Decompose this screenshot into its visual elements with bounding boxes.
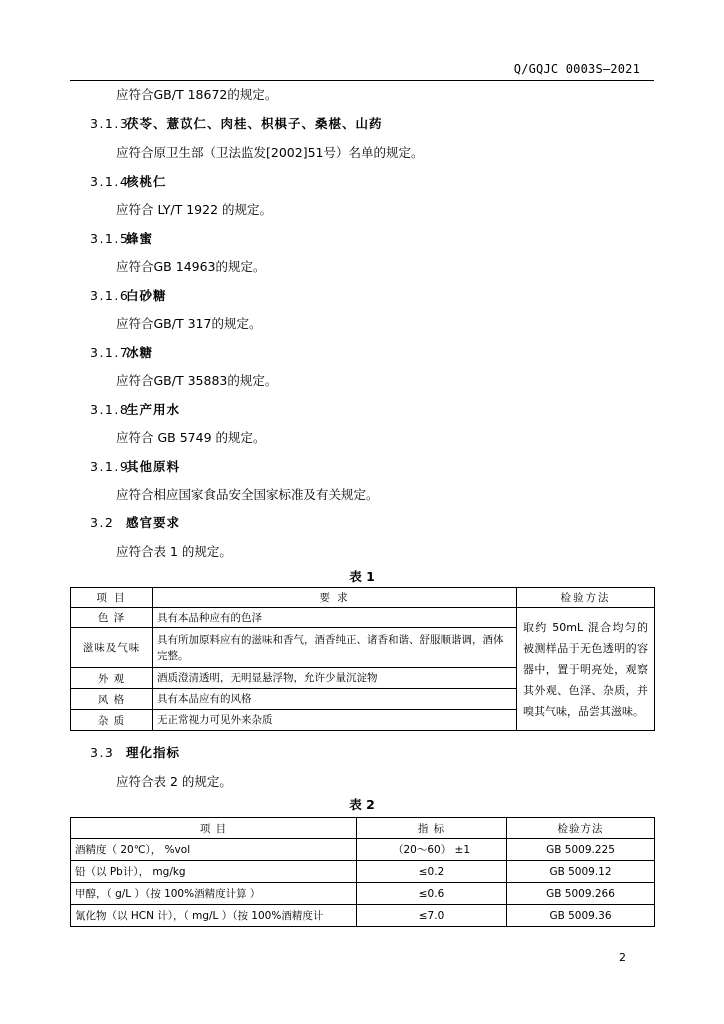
paragraph: 应符合 LY/T 1922 的规定。 (116, 202, 273, 217)
sensory-requirements-table (70, 587, 655, 731)
paragraph: 应符合GB/T 35883的规定。 (116, 373, 278, 388)
column-header: 要 求 (153, 588, 517, 608)
requirement-cell: 具有本品应有的风格 (153, 689, 517, 710)
column-header: 检验方法 (517, 588, 655, 608)
item-cell: 杂 质 (71, 710, 153, 731)
item-cell: 酒精度（ 20℃）， %vol (71, 839, 357, 861)
section-heading-3-1-4 (90, 172, 167, 190)
section-number: 3.1.7 (90, 345, 130, 360)
page-number: 2 (619, 951, 626, 964)
section-title: 理化指标 (126, 745, 181, 760)
table-row (71, 883, 655, 905)
table-row (71, 839, 655, 861)
requirement-cell: 酒质澄清透明，无明显悬浮物，允许少量沉淀物 (153, 668, 517, 689)
section-title: 冰糖 (126, 345, 154, 360)
paragraph: 应符合 GB 5749 的规定。 (116, 430, 266, 445)
paragraph: 应符合原卫生部（卫法监发[2002]51号）名单的规定。 (116, 145, 424, 160)
test-method-cell: 取约 50mL 混合均匀的被测样品于无色透明的容器中，置于明亮处，观察其外观、色泽、杂质，并嗅其气味，品尝其滋味。 (517, 608, 655, 731)
item-cell: 滋味及气味 (71, 628, 153, 668)
header-rule (70, 80, 654, 81)
section-heading-3-1-5 (90, 229, 153, 247)
physicochemical-indicators-table (70, 817, 655, 927)
method-cell: GB 5009.266 (507, 883, 655, 905)
paragraph: 应符合GB/T 317的规定。 (116, 316, 262, 331)
value-cell: ≤0.2 (357, 861, 507, 883)
section-number: 3.1.4 (90, 174, 130, 189)
item-cell: 铅（以 Pb计）， mg/kg (71, 861, 357, 883)
document-code: Q/GQJC 0003S—2021 (513, 62, 640, 76)
table-header-row (71, 818, 655, 839)
value-cell: ≤0.6 (357, 883, 507, 905)
section-title: 核桃仁 (126, 174, 167, 189)
section-number: 3.1.5 (90, 231, 130, 246)
method-cell: GB 5009.36 (507, 905, 655, 927)
table-row (71, 905, 655, 927)
column-header: 项 目 (71, 818, 357, 839)
value-cell: ≤7.0 (357, 905, 507, 927)
table-row (71, 608, 655, 628)
item-cell: 氰化物（以 HCN 计），（ mg/L ）（按 100%酒精度计 (71, 905, 357, 927)
method-cell: GB 5009.12 (507, 861, 655, 883)
section-number: 3.3 (90, 745, 115, 760)
section-heading-3-1-6 (90, 286, 167, 304)
value-cell: （20～60） ±1 (357, 839, 507, 861)
paragraph: 应符合GB 14963的规定。 (116, 259, 266, 274)
section-heading-3-1-9 (90, 457, 180, 475)
section-heading-3-1-3 (90, 114, 383, 132)
paragraph: 应符合表 1 的规定。 (116, 544, 232, 559)
column-header: 检验方法 (507, 818, 655, 839)
item-cell: 甲醇，（ g/L ）（按 100%酒精度计算 ） (71, 883, 357, 905)
table-1-caption: 表 1 (349, 569, 375, 584)
section-title: 生产用水 (126, 402, 181, 417)
table-header-row (71, 588, 655, 608)
requirement-cell: 无正常视力可见外来杂质 (153, 710, 517, 731)
section-title: 茯苓、薏苡仁、肉桂、枳椇子、桑椹、山药 (126, 116, 383, 131)
paragraph: 应符合GB/T 18672的规定。 (116, 87, 278, 102)
section-title: 感官要求 (126, 515, 181, 530)
table-2-caption: 表 2 (349, 797, 375, 812)
paragraph: 应符合表 2 的规定。 (116, 774, 232, 789)
section-number: 3.1.8 (90, 402, 130, 417)
section-title: 其他原料 (126, 459, 181, 474)
section-number: 3.1.3 (90, 116, 130, 131)
method-cell: GB 5009.225 (507, 839, 655, 861)
table-row (71, 861, 655, 883)
requirement-cell: 具有本品种应有的色泽 (153, 608, 517, 628)
item-cell: 风 格 (71, 689, 153, 710)
section-number: 3.1.9 (90, 459, 130, 474)
section-number: 3.2 (90, 515, 115, 530)
column-header: 指 标 (357, 818, 507, 839)
section-heading-3-1-8 (90, 400, 180, 418)
item-cell: 外 观 (71, 668, 153, 689)
item-cell: 色 泽 (71, 608, 153, 628)
section-heading-3-1-7 (90, 343, 153, 361)
section-heading-3-3 (90, 743, 180, 761)
section-title: 蜂蜜 (126, 231, 154, 246)
section-heading-3-2 (90, 513, 180, 531)
paragraph: 应符合相应国家食品安全国家标准及有关规定。 (116, 487, 379, 502)
section-title: 白砂糖 (126, 288, 167, 303)
section-number: 3.1.6 (90, 288, 130, 303)
requirement-cell: 具有所加原料应有的滋味和香气，酒香纯正、诸香和谐、舒服顺谐调，酒体完整。 (153, 628, 517, 668)
column-header: 项 目 (71, 588, 153, 608)
